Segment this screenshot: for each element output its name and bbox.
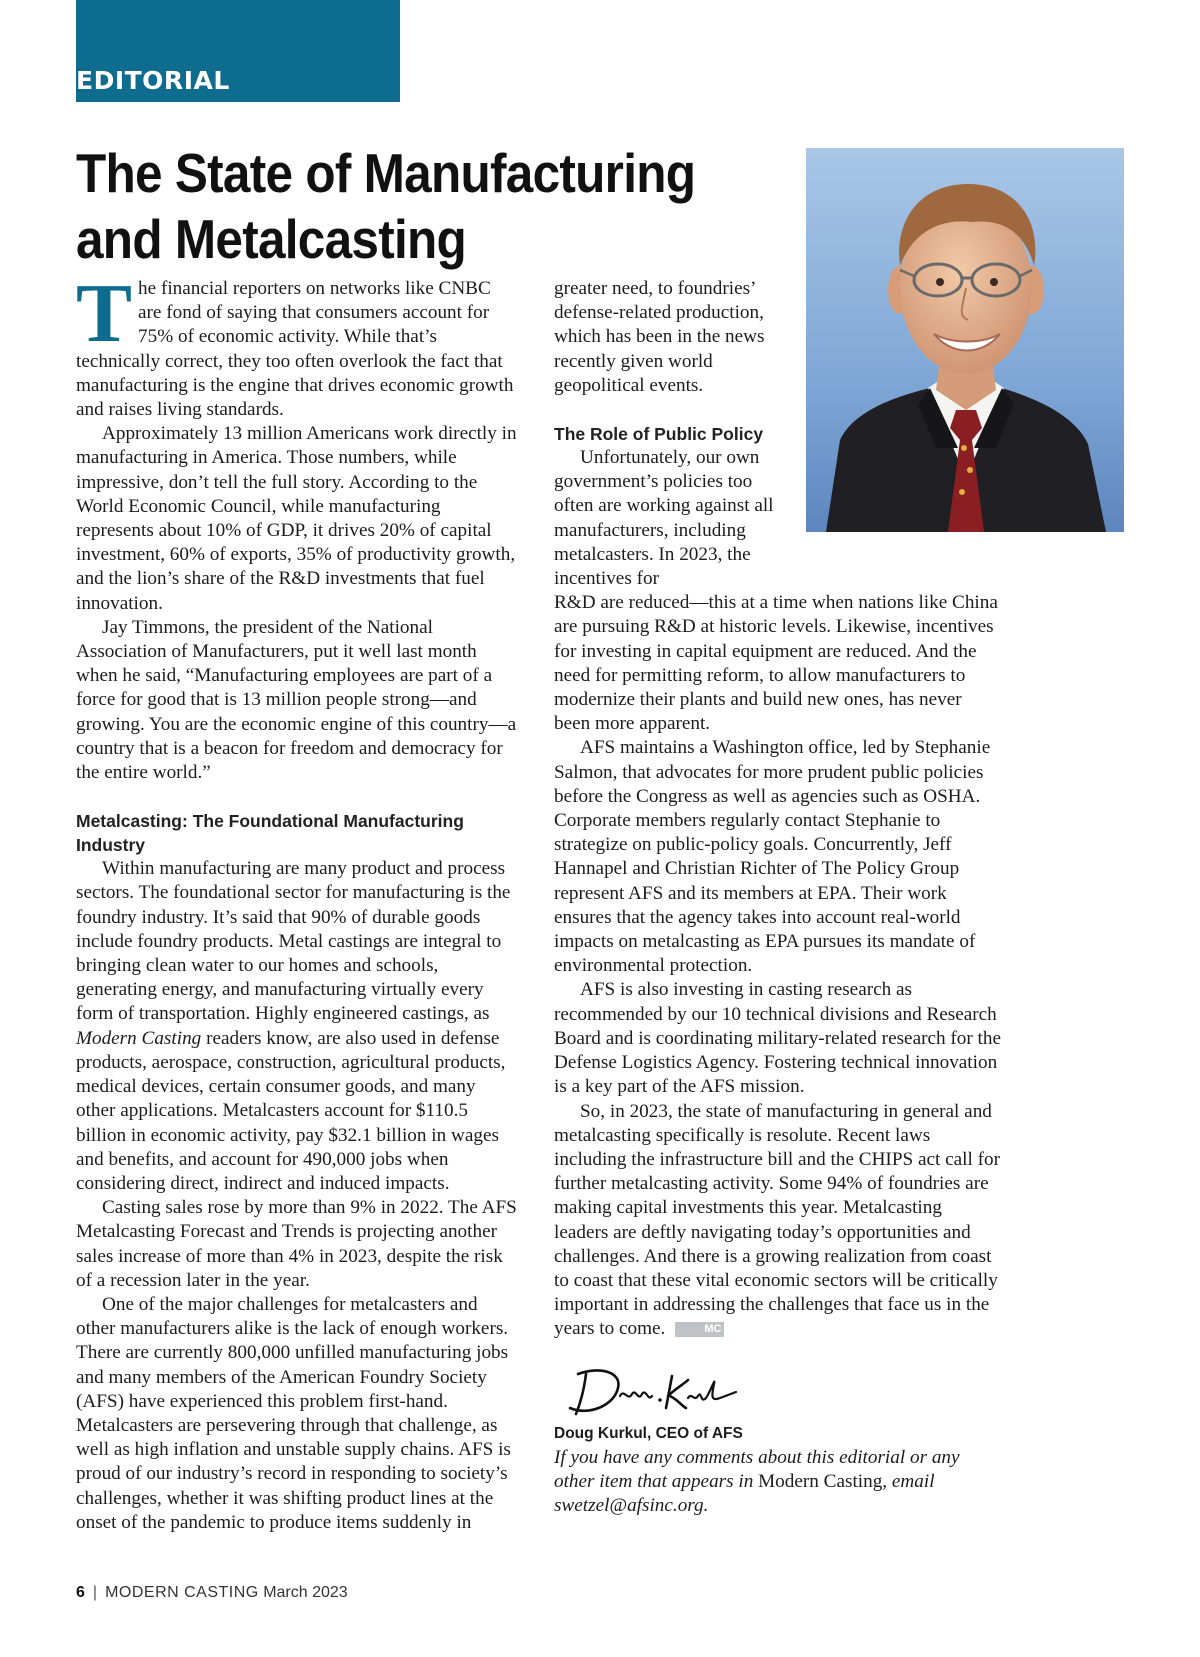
- paragraph: [554, 1100, 1001, 1342]
- issue-date: March 2023: [263, 1584, 348, 1601]
- footer-separator: |: [92, 1584, 98, 1601]
- intro-text: he financial reporters on networks like CNBC are fond of saying that consumers account for 75% of economic activity. While that’s technically correct, they too often overlook the fact that manufacturing is the engine that drives economic growth and raises living standards.: [76, 278, 514, 421]
- end-mark-badge: MC: [675, 1322, 724, 1337]
- paragraph-text: Within manufacturing are many product and process sectors. The foundational sector for manufacturing is the foundry industry. It’s said that 90% of durable goods include foundry products. Metal castings are integral to bringing clean water to our homes and schools, generating energy, and manufacturing virtually every form of transportation. Highly engineered castings, as: [76, 858, 511, 1025]
- paragraph: One of the major challenges for metalcasters and other manufacturers alike is the lack of enough workers. There are currently 800,000 unfilled manufacturing jobs and many members of the American Foundry Society (AFS) have experienced this problem first-hand. Metalcasters are persevering through that challenge, as well as high inflation and unstable supply chains. AFS is proud of our industry’s record in responding to society’s challenges, whether it was shifting product lines at the onset of the pandemic to produce items suddenly in: [76, 1293, 511, 1533]
- note-text: If you have any comments about this editorial or any other item that appears in: [554, 1446, 960, 1492]
- section-label: EDITORIAL: [76, 66, 230, 95]
- headline-line-1: The State of Manufacturing: [76, 142, 696, 204]
- signature-name: Doug Kurkul, CEO of AFS: [554, 1424, 743, 1442]
- paragraph-continued: greater need, to foundries’ defense-related production, which has been in the news recently given world geopolitical events.: [554, 278, 765, 396]
- publication-title: MODERN CASTING: [105, 1584, 259, 1601]
- publication-name: Modern Casting: [76, 1027, 202, 1049]
- paragraph-intro: [76, 267, 518, 422]
- signature-image: [560, 1362, 750, 1422]
- subheading-metalcasting: Metalcasting: The Foundational Manufacturing Industry: [76, 811, 464, 856]
- paragraph: R&D are reduced—this at a time when nations like China are pursuing R&D at historic levels. Likewise, incentives for investing in capital equipment are reduced. And the need for permitting reform, to allow manufacturers to modernize their plants and build new ones, has never been more apparent.: [554, 592, 998, 735]
- column-left: [76, 267, 518, 1535]
- page-number: 6: [76, 1584, 85, 1601]
- paragraph: [76, 857, 518, 1196]
- paragraph: AFS is also investing in casting research as recommended by our 10 technical divisions and Research Board and is coordinating military-related research for the Defense Logistics Agency. Fostering technical innovation is a key part of the AFS mission.: [554, 979, 1001, 1098]
- subheading-public-policy: The Role of Public Policy: [554, 424, 764, 445]
- note-publication: Modern Casting,: [758, 1470, 888, 1492]
- paragraph-text: So, in 2023, the state of manufacturing in general and metalcasting specifically is resolute. Recent laws including the infrastructure bill and the CHIPS act call for further metalcasting activity. Some 94% of foundries are making capital investments this year. Metalcasting leaders are deftly navigating today’s opportunities and challenges. And there is a growing realization from coast to coast that these vital economic sectors will be critically important in addressing the challenges that face us in the years to come.: [554, 1100, 1000, 1340]
- article-headline: [76, 140, 706, 272]
- paragraph-narrow: Unfortunately, our own government’s policies too often are working against all manufacturers, including metalcasters. In 2023, the incentives for: [554, 447, 774, 590]
- paragraph: AFS maintains a Washington office, led by Stephanie Salmon, that advocates for more prudent public policies before the Congress as well as agencies such as OSHA. Corporate members regularly contact Stephanie to strategize on public-policy goals. Concurrently, Jeff Hannapel and Christian Richter of The Policy Group represent AFS and its members at EPA. Their work ensures that the agency takes into account real-world impacts on metalcasting as EPA pursues its mandate of environmental protection.: [554, 737, 991, 977]
- headline-line-2: and Metalcasting: [76, 208, 467, 270]
- note-email: email swetzel@afsinc.org.: [554, 1470, 935, 1517]
- paragraph: Approximately 13 million Americans work directly in manufacturing in America. Those numbers, while impressive, don’t tell the full story. According to the World Economic Council, while manufacturing represents about 10% of GDP, it drives 20% of capital investment, 60% of exports, 35% of productivity growth, and the lion’s share of the R&D investments that fuel innovation.: [76, 423, 517, 614]
- paragraph: Jay Timmons, the president of the National Association of Manufacturers, put it well last month when he said, “Manufacturing employees are part of a force for good that is 13 million people strong—and growing. You are the economic engine of this country—a country that is a beacon for freedom and democracy for the entire world.”: [76, 616, 517, 784]
- paragraph-text: readers know, are also used in defense products, aerospace, construction, agricultural products, medical devices, certain consumer goods, and many other applications. Metalcasters account for $110.5 billion in economic activity, pay $32.1 billion in wages and benefits, and account for 490,000 jobs when considering direct, indirect and induced impacts.: [76, 1027, 506, 1194]
- column-right: [554, 277, 1001, 1518]
- page-footer: [76, 1584, 348, 1602]
- paragraph: Casting sales rose by more than 9% in 2022. The AFS Metalcasting Forecast and Trends is projecting another sales increase of more than 4% in 2023, despite the risk of a recession later in the year.: [76, 1197, 517, 1291]
- editorial-note: [554, 1446, 1001, 1519]
- drop-cap: T: [76, 267, 133, 360]
